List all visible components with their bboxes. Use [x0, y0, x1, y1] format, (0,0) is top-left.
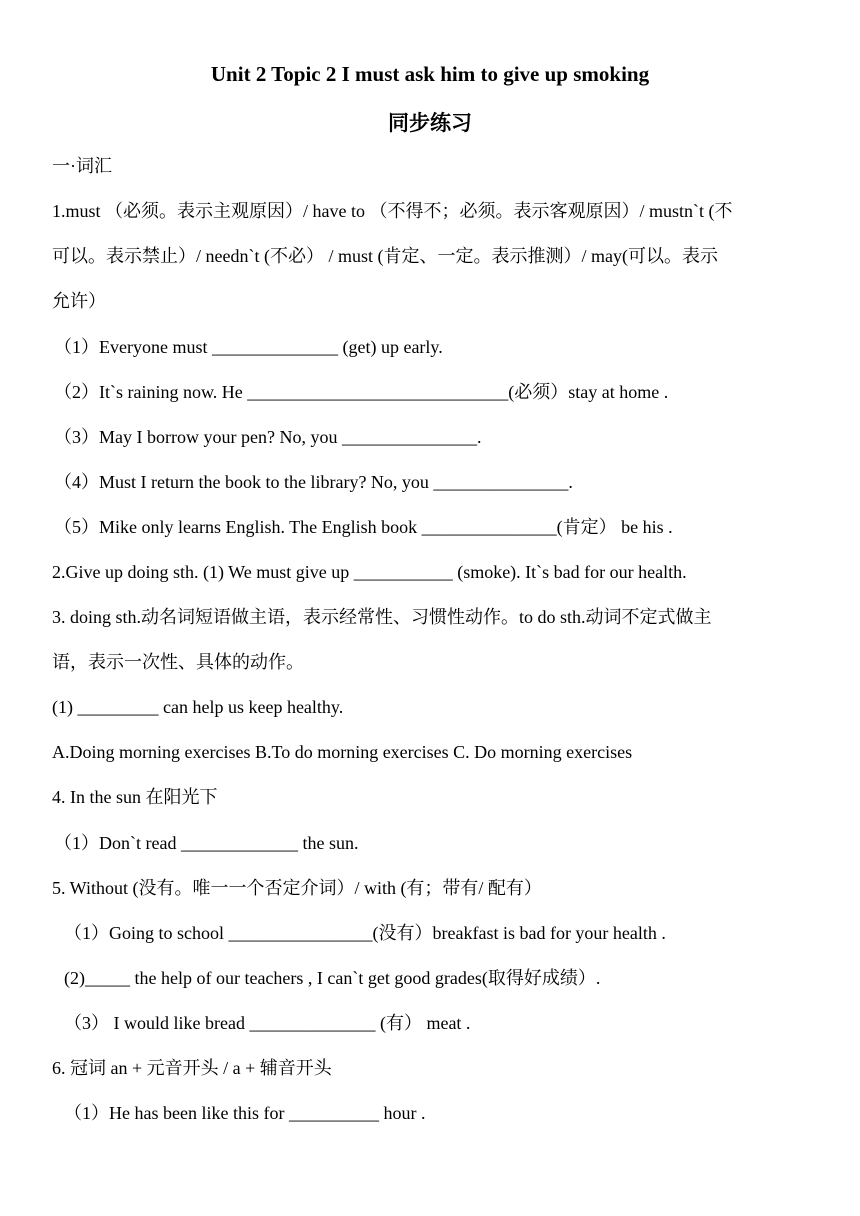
item-3-line-2: 语，表示一次性、具体的动作。: [52, 652, 304, 672]
item-5: 5. Without (没有。唯一一个否定介词）/ with (有；带有/ 配有）: [52, 878, 542, 898]
section-heading-vocabulary: 一·词汇: [52, 156, 112, 176]
page-title: Unit 2 Topic 2 I must ask him to give up smoking: [210, 62, 650, 86]
item-1-line-3: 允许）: [52, 291, 106, 311]
question-1-4: （4）Must I return the book to the library? No, you _______________.: [54, 472, 573, 492]
question-5-3: （3） I would like bread ______________ (有） meat .: [64, 1013, 471, 1033]
question-1-5: （5）Mike only learns English. The English book _______________(肯定） be his .: [54, 517, 673, 537]
item-6: 6. 冠词 an + 元音开头 / a + 辅音开头: [52, 1058, 332, 1078]
item-4: 4. In the sun 在阳光下: [52, 787, 218, 807]
question-1-3: （3）May I borrow your pen? No, you _______________.: [54, 427, 482, 447]
item-3-line-1: 3. doing sth.动名词短语做主语，表示经常性、习惯性动作。to do sth.动词不定式做主: [52, 607, 712, 627]
question-3-1: (1) _________ can help us keep healthy.: [52, 697, 344, 717]
question-1-1: （1）Everyone must ______________ (get) up early.: [54, 337, 443, 357]
question-5-1: （1）Going to school ________________(没有）breakfast is bad for your health .: [64, 923, 666, 943]
question-6-1: （1）He has been like this for __________ hour .: [64, 1103, 426, 1123]
question-1-2: （2）It`s raining now. He _____________________________(必须）stay at home .: [54, 382, 669, 402]
question-4-1: （1）Don`t read _____________ the sun.: [54, 833, 359, 853]
question-3-1-options: A.Doing morning exercises B.To do morning exercises C. Do morning exercises: [52, 742, 633, 762]
item-1-line-1: 1.must （必须。表示主观原因）/ have to （不得不；必须。表示客观原因）/ mustn`t (不: [52, 201, 733, 221]
page-subtitle: 同步练习: [388, 111, 472, 135]
question-5-2: (2)_____ the help of our teachers , I can`t get good grades(取得好成绩）.: [64, 968, 601, 988]
item-2: 2.Give up doing sth. (1) We must give up ___________ (smoke). It`s bad for our health.: [52, 562, 687, 582]
item-1-line-2: 可以。表示禁止）/ needn`t (不必） / must (肯定、一定。表示推测）/ may(可以。表示: [52, 246, 718, 266]
